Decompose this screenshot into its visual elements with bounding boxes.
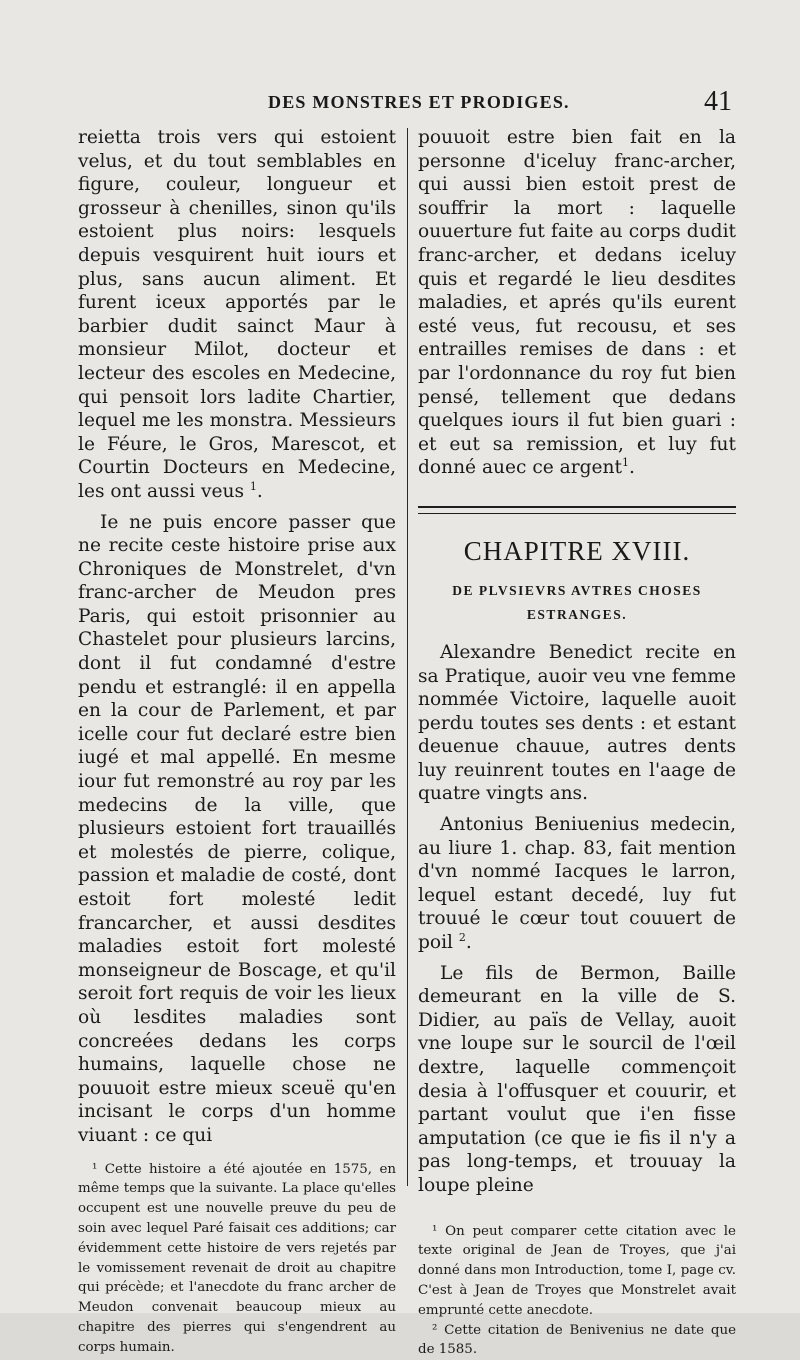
- right-footnotes: [418, 1222, 736, 1360]
- chapter-body: [418, 641, 736, 1198]
- chapter-paragraph-2: Antonius Beniuenius medecin, au liure 1. chap. 83, fait mention d'vn nommé Iacques le larron, lequel estant decedé, luy fut trouué le cœur tout couuert de poil $^2$.: [418, 814, 736, 954]
- left-column: [78, 126, 396, 1358]
- running-title: DES MONSTRES ET PRODIGES.: [268, 92, 570, 112]
- chapter-paragraph-1: Alexandre Benedict recite en sa Pratique, auoir veu vne femme nommée Victoire, laquelle auoit perdu toutes ses dents : et estant deuenue chauue, autres dents luy reuinrent toutes en l'aage de quatre vingts ans.: [418, 641, 736, 805]
- right-continuation: pouuoit estre bien fait en la personne d'iceluy franc-archer, qui aussi bien estoit prest de souffrir la mort : laquelle ouuerture fut faite au corps dudit franc-archer, et dedans iceluy quis et regardé le lieu desdites maladies, et aprés qu'ils eurent esté veus, fut recousu, et ses entrailles remises de dans : et par l'ordonnance du roy fut bien pensé, tellement que dedans quelques iours il fut bien guari : et eut sa remission, et luy fut donné auec ce argent$^1$.: [418, 127, 736, 479]
- right-body: [418, 126, 736, 480]
- chapter-title: CHAPITRE XVIII.: [463, 535, 691, 566]
- chapter-paragraph-3: Le fils de Bermon, Baille demeurant en la ville de S. Didier, au païs de Vellay, auoit vne loupe sur le sourcil de l'œil dextre, laquelle commençoit desia à l'offusquer et couurir, et partant voulut que i'en fisse amputation (ce que ie fis il n'y a pas long-temps, et trouuay la loupe pleine: [418, 962, 736, 1196]
- note-ref-1: 1: [249, 479, 257, 493]
- chapter-subtitle: DE PLVSIEVRS AVTRES CHOSES ESTRANGES.: [452, 582, 702, 622]
- left-footnotes: [78, 1160, 396, 1358]
- footnote-right-1: ¹ On peut comparer cette citation avec le texte original de Jean de Troyes, que j'ai donné dans mon Introduction, tome I, page cv. C'est à Jean de Troyes que Monstrelet avait emprunté cette anecdote.: [418, 1223, 736, 1318]
- chapter-divider: [418, 506, 736, 514]
- left-body: [78, 126, 396, 1148]
- footnote-left-1: ¹ Cette histoire a été ajoutée en 1575, en même temps que la suivante. La place qu'elles occupent est une nouvelle preuve du peu de soin avec lequel Paré faisait ces additions; car évidemment cette histoire de vers rejetés par le vomissement revenait de droit au chapitre qui précède; et l'anecdote du franc archer de Meudon convenait beaucoup mieux au chapitre des pierres qui s'engendrent au corps humain.: [78, 1161, 396, 1355]
- right-column: [418, 126, 736, 1360]
- left-paragraph-1: reietta trois vers qui estoient velus, et du tout semblables en figure, couleur, longueur et grosseur à chenilles, sinon qu'ils estoient plus noirs: lesquels depuis vesquirent huit iours et plus, sans aucun aliment. Et furent iceux apportés par le barbier dudit sainct Maur à monsieur Milot, docteur et lecteur des escoles en Medecine, qui pensoit lors ladite Chartier, lequel me les monstra. Messieurs le Féure, le Gros, Marescot, et Courtin Docteurs en Medecine, les ont aussi veus $^1$.: [78, 127, 396, 502]
- page-number: 41: [704, 86, 732, 117]
- footnote-right-2: ² Cette citation de Benivenius ne date que de 1585.: [418, 1322, 736, 1358]
- column-divider: [407, 128, 408, 1186]
- note-ref-2: 2: [458, 930, 466, 944]
- page-header: [0, 86, 800, 117]
- left-paragraph-2: Ie ne puis encore passer que ne recite ceste histoire prise aux Chroniques de Monstrelet, d'vn franc-archer de Meudon pres Paris, qui estoit prisonnier au Chastelet pour plusieurs larcins, dont il fut condamné d'estre pendu et estranglé: il en appella en la cour de Parlement, et par icelle cour fut declaré estre bien iugé et mal appellé. En mesme iour fut remonstré au roy par les medecins de la ville, que plusieurs estoient fort trauaillés et molestés de pierre, colique, passion et maladie de costé, dont estoit fort molesté ledit francarcher, et aussi desdites maladies estoit fort molesté monseigneur de Boscage, et qu'il seroit fort requis de voir les lieux où lesdites maladies sont concreées dedans les corps humains, laquelle chose ne pouuoit estre mieux sceuë qu'en incisant le corps d'un homme viuant : ce qui: [78, 511, 396, 1146]
- note-ref-right-1: 1: [622, 456, 630, 470]
